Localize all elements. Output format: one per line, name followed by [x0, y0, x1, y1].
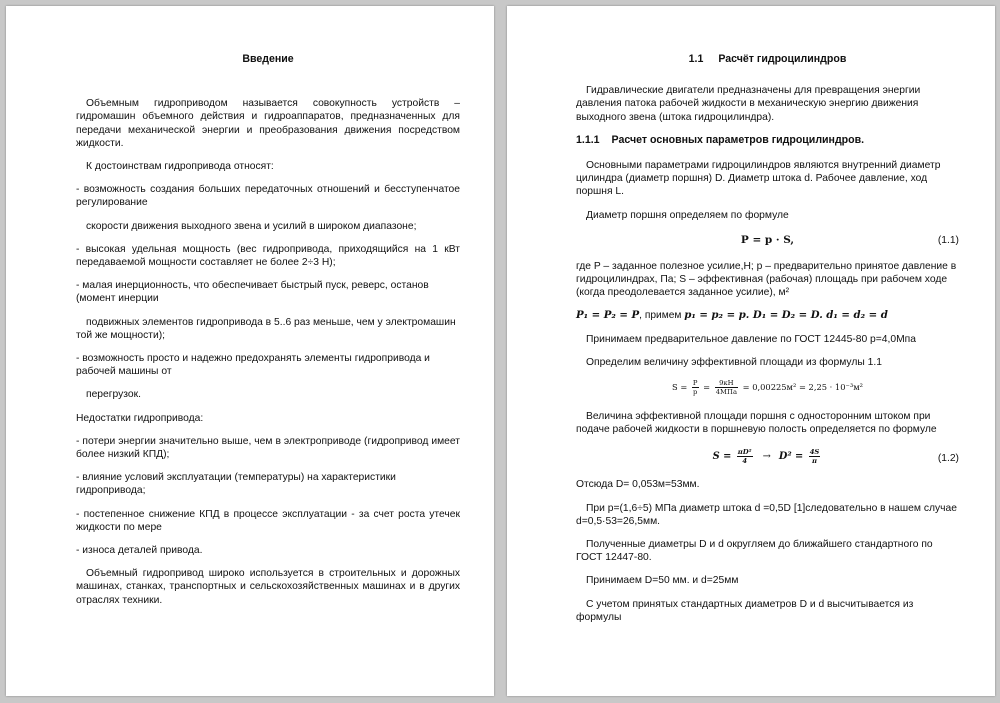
denominator: 4	[742, 457, 748, 466]
arrow-icon: →	[762, 451, 771, 463]
subsection-heading	[576, 134, 959, 147]
denominator: π	[812, 457, 817, 466]
equation-body: P = p · S,	[740, 233, 795, 246]
paragraph: Гидравлические двигатели предназначены для превращения энергии давления патока рабочей жидкости в механическую энергию движения выходного звена (штока гидроцилиндра).	[576, 85, 921, 123]
paragraph: Полученные диаметры D и d округляем до ближайшего стандартного по ГОСТ 12447-80.	[576, 539, 933, 564]
equals-sign: =	[700, 382, 713, 393]
formula-text: , примем	[639, 310, 685, 322]
equation-mid: D² =	[778, 451, 807, 463]
equation-area	[576, 379, 959, 396]
equation-1	[576, 232, 959, 250]
formula-part: p₁ = p₂ = p. D₁ = D₂ = D. d₁ = d₂ = d	[684, 309, 888, 322]
paragraph: подвижных элементов гидропривода в 5..6 раз меньше, чем у электромашин той же мощности);	[76, 316, 456, 341]
list-item: - возможность создания больших передаточных отношений и бесступенчатое регулирование	[76, 184, 460, 209]
list-item: - постепенное снижение КПД в процессе эксплуатации - за счет роста утечек жидкости по мере	[76, 508, 460, 533]
denominator: p	[693, 388, 698, 397]
paragraph: Основными параметрами гидроцилиндров являются внутренний диаметр цилиндра (диаметр поршня) D. Диаметр штока d. Рабочее давление, ход поршня L.	[576, 160, 941, 198]
fraction	[715, 379, 738, 396]
list-item: - влияние условий эксплуатации (температуры) на характеристики гидропривода;	[76, 472, 396, 497]
equation-lhs: S =	[672, 382, 690, 393]
paragraph: Диаметр поршня определяем по формуле	[586, 209, 789, 221]
document-page-left	[6, 6, 494, 696]
equation-number: (1.1)	[937, 234, 959, 246]
formula-part: P₁ = P₂ = P	[576, 309, 640, 322]
fraction	[737, 448, 753, 465]
numerator: 4S	[809, 448, 820, 457]
list-item: - высокая удельная мощность (вес гидропривода, приходящийся на 1 кВт передаваемой мощности составляет не более 2÷3 Н);	[76, 243, 460, 269]
paragraph: Величина эффективной площади поршня с односторонним штоком при подаче рабочей жидкости в поршневую полость определяется по формуле	[576, 411, 937, 436]
list-item: - потери энергии значительно выше, чем в электроприводе (гидропривод имеет более низкий КПД);	[76, 435, 460, 461]
list-item: - малая инерционность, что обеспечивает быстрый пуск, реверс, останов (момент инерции	[76, 280, 429, 305]
numerator: 9кН	[715, 379, 738, 388]
paragraph: Принимаем D=50 мм. и d=25мм	[586, 575, 739, 587]
page-content	[576, 53, 959, 634]
subsection-title: Расчет основных параметров гидроцилиндров.	[611, 133, 865, 146]
list-item: - возможность просто и надежно предохранять элементы гидропривода и рабочей машины от	[76, 353, 430, 378]
section-number: 1.1	[688, 53, 704, 65]
paragraph: С учетом принятых стандартных диаметров D и d высчитывается из формулы	[576, 598, 914, 623]
equality-formula	[576, 309, 959, 322]
paragraph: При p=(1,6÷5) МПа диаметр штока d =0,5D [1]следовательно в нашем случае d=0,5·53=26,5мм.	[576, 502, 957, 527]
list-item: - износа деталей привода.	[76, 545, 203, 557]
paragraph: Объемный гидропривод широко используется в строительных и дорожных машинах, станках, транспортных и сельскохозяйственных машинах и в других отраслях техники.	[76, 568, 460, 606]
paragraph: Отсюда D= 0,053м=53мм.	[576, 479, 700, 491]
paragraph: где P – заданное полезное усилие,Н; p – предварительно принятое давление в гидроцилиндрах, Па; S – эффективная (рабочая) площадь при рабочем ходе (когда преодолевается заданное усилие), м²	[576, 260, 957, 299]
equation-number: (1.2)	[937, 453, 959, 465]
document-page-right	[507, 6, 995, 696]
equation-rhs: = 0,00225м² = 2,25 · 10⁻³м²	[740, 382, 863, 393]
section-title: Расчёт гидроцилиндров	[718, 53, 847, 65]
paragraph: Определим величину эффективной площади из формулы 1.1	[586, 356, 882, 368]
equation-body	[576, 448, 959, 465]
paragraph: Объемным гидроприводом называется совокупность устройств – гидромашин объемного действия и гидроаппаратов, предназначенных для передачи механической энергии и преобразования движения посредством жидкости.	[76, 98, 460, 149]
paragraph: Недостатки гидропривода:	[76, 412, 204, 424]
page-title: Введение	[242, 53, 294, 65]
page-content	[76, 53, 460, 617]
fraction	[692, 379, 699, 396]
equation-2	[576, 446, 959, 468]
paragraph: скорости движения выходного звена и усилий в широком диапазоне;	[86, 220, 417, 232]
fraction	[809, 448, 821, 465]
numerator: πD²	[737, 448, 752, 457]
paragraph: К достоинствам гидропривода относят:	[86, 161, 274, 173]
paragraph: Принимаем предварительное давление по ГОСТ 12445-80 p=4,0Мпа	[586, 333, 916, 345]
denominator: 4МПа	[715, 388, 737, 397]
subsection-number: 1.1.1	[576, 133, 600, 146]
equation-lhs: S =	[712, 451, 735, 463]
paragraph: перегрузок.	[86, 389, 141, 401]
numerator: P	[692, 379, 698, 388]
section-heading	[576, 53, 959, 66]
